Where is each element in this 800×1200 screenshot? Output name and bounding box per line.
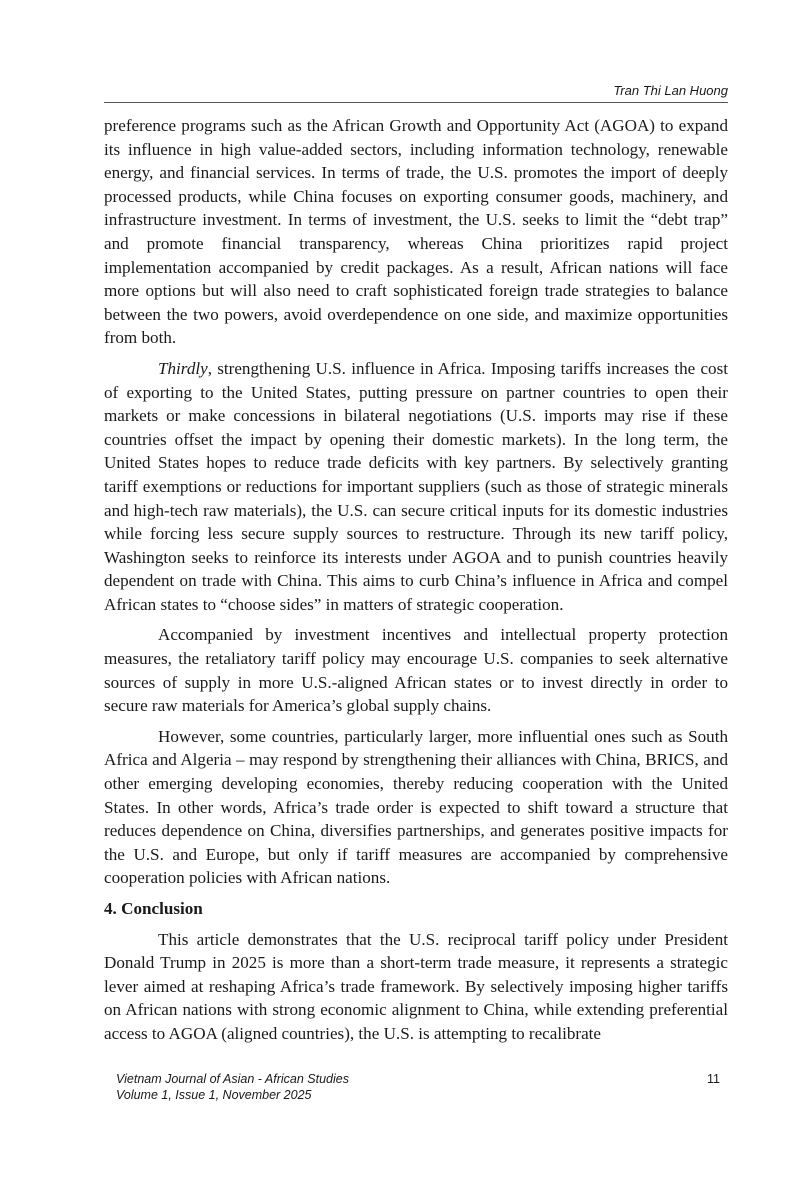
paragraph-3: Accompanied by investment incentives and intellectual property protection measures, the retaliatory tariff policy may encourage U.S. companies to seek alternative sources of supply in more U.S.-aligned African states or to invest directly in order to secure raw materials for America’s global supply chains. bbox=[104, 625, 728, 716]
footer-issue: Volume 1, Issue 1, November 2025 bbox=[116, 1088, 312, 1102]
paragraph-4: However, some countries, particularly larger, more influential ones such as South Africa and Algeria – may respond by strengthening their alliances with China, BRICS, and other emerging developing economies, thereby reducing cooperation with the United States. In other words, Africa’s trade order is expected to shift toward a structure that reduces dependence on China, diversifies partnerships, and generates positive impacts for the U.S. and Europe, but only if tariff measures are accompanied by comprehensive cooperation policies with African nations. bbox=[104, 726, 728, 888]
page-footer bbox=[116, 1071, 720, 1103]
header-divider bbox=[104, 102, 728, 103]
paragraph-5: This article demonstrates that the U.S. reciprocal tariff policy under President Donald Trump in 2025 is more than a short-term trade measure, it represents a strategic lever aimed at reshaping Africa’s trade framework. By selectively imposing higher tariffs on African nations with strong economic alignment to China, while extending preferential access to AGOA (aligned countries), the U.S. is attempting to recalibrate bbox=[104, 929, 728, 1043]
section-heading-conclusion: 4. Conclusion bbox=[104, 899, 203, 918]
footer-journal-title: Vietnam Journal of Asian - African Studies bbox=[116, 1072, 349, 1086]
paragraph-2-text: , strengthening U.S. influence in Africa. Imposing tariffs increases the cost of exporting to the United States, putting pressure on partner countries to open their markets or make concessions in bilateral negotiations (U.S. imports may rise if these countries offset the impact by opening their domestic markets). In the long term, the United States hopes to reduce trade deficits with key partners. By selectively granting tariff exemptions or reductions for important suppliers (such as those of strategic minerals and high-tech raw materials), the U.S. can secure critical inputs for its domestic industries while forcing less secure supply sources to restructure. Through its new tariff policy, Washington seeks to reinforce its interests under AGOA and to punish countries heavily dependent on trade with China. This aims to curb China’s influence in Africa and compel African states to “choose sides” in matters of strategic cooperation. bbox=[104, 358, 728, 614]
running-head-author: Tran Thi Lan Huong bbox=[613, 83, 728, 98]
paragraph-2-lead: Thirdly bbox=[158, 358, 208, 378]
article-body bbox=[104, 114, 728, 1053]
paragraph-1: preference programs such as the African Growth and Opportunity Act (AGOA) to expand its influence in high value-added sectors, including information technology, renewable energy, and financial services. In terms of trade, the U.S. promotes the import of deeply processed products, while China focuses on exporting consumer goods, machinery, and infrastructure investment. In terms of investment, the U.S. seeks to limit the “debt trap” and promote financial transparency, whereas China prioritizes rapid project implementation accompanied by credit packages. As a result, African nations will face more options but will also need to craft sophisticated foreign trade strategies to balance between the two powers, avoid overdependence on one side, and maximize opportunities from both. bbox=[104, 116, 728, 348]
page-number: 11 bbox=[707, 1072, 720, 1086]
paragraph-2 bbox=[104, 357, 728, 617]
